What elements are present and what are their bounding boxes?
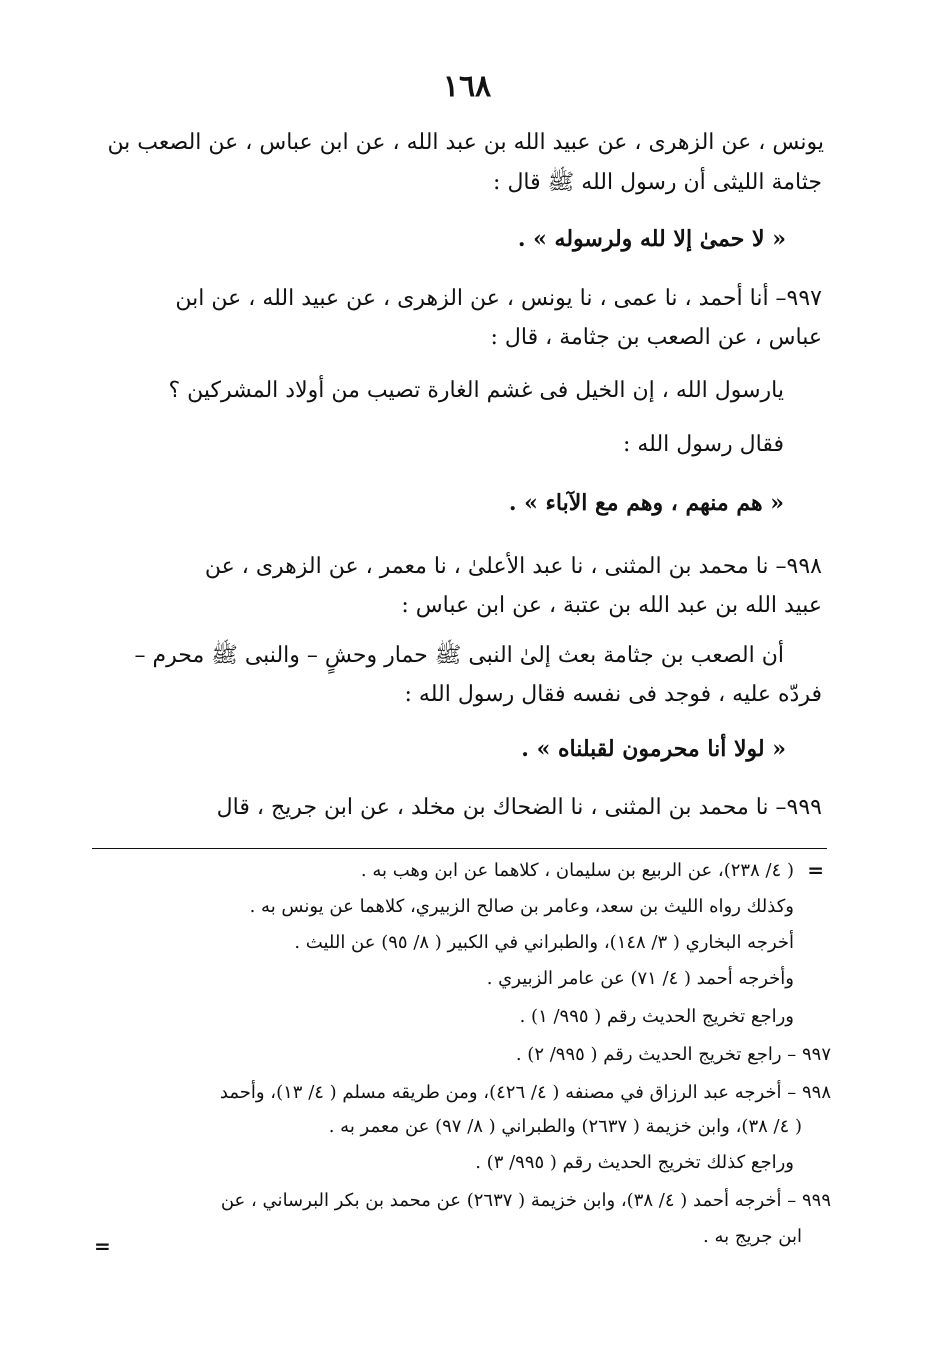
text-line: عباس ، عن الصعب بن جثامة ، قال : [490, 325, 822, 350]
footnote-line: وراجع كذلك تخريج الحديث رقم ( ٩٩٥/ ٣) . [475, 1152, 794, 1173]
footnote-998: ٩٩٨ – أخرجه عبد الرزاق في مصنفه ( ٤/ ٤٢٦)، ومن طريقه مسلم ( ٤/ ١٣)، وأحمد [219, 1082, 831, 1103]
footnote-line: ابن جريج به . [703, 1226, 802, 1247]
footnote-line: ( ٤/ ٢٣٨)، عن الربيع بن سليمان ، كلاهما عن ابن وهب به . [360, 860, 794, 881]
continuation-mark-bottom: = [94, 1234, 111, 1258]
hadith-quote: « لا حمىٰ إلا لله ولرسوله » . [517, 226, 786, 252]
hadith-entry-997: ٩٩٧– أنا أحمد ، نا عمى ، نا يونس ، عن الزهرى ، عن عبيد الله ، عن ابن [175, 286, 822, 311]
hadith-quote: « لولا أنا محرمون لقبلناه » . [521, 736, 786, 762]
footnote-line: وكذلك رواه الليث بن سعد، وعامر بن صالح الزبيري، كلاهما عن يونس به . [249, 896, 794, 917]
footnote-line: وأخرجه أحمد ( ٤/ ٧١) عن عامر الزبيري . [486, 968, 794, 989]
footnote-line: أخرجه البخاري ( ٣/ ١٤٨)، والطبراني في الكبير ( ٨/ ٩٥) عن الليث . [294, 932, 794, 953]
text-line: يارسول الله ، إن الخيل فى غشم الغارة تصيب من أولاد المشركين ؟ [168, 378, 784, 403]
text-line: فردّه عليه ، فوجد فى نفسه فقال رسول الله : [404, 682, 822, 707]
hadith-quote: « هم منهم ، وهم مع الآباء » . [508, 490, 784, 516]
text-line: عبيد الله بن عبد الله بن عتبة ، عن ابن عباس : [401, 593, 822, 618]
footnote-line: ( ٤/ ٣٨)، وابن خزيمة ( ٢٦٣٧) والطبراني ( ٨/ ٩٧) عن معمر به . [328, 1116, 802, 1137]
text-line: جثامة الليثى أن رسول الله ﷺ قال : [493, 170, 822, 195]
footnote-separator [92, 848, 827, 849]
hadith-entry-998: ٩٩٨– نا محمد بن المثنى ، نا عبد الأعلىٰ ، نا معمر ، عن الزهرى ، عن [204, 554, 822, 579]
footnote-line: وراجع تخريج الحديث رقم ( ٩٩٥/ ١) . [519, 1006, 794, 1027]
hadith-entry-999: ٩٩٩– نا محمد بن المثنى ، نا الضحاك بن مخلد ، عن ابن جريج ، قال [216, 795, 822, 820]
text-line: يونس ، عن الزهرى ، عن عبيد الله بن عبد الله ، عن ابن عباس ، عن الصعب بن [107, 130, 824, 155]
text-line: فقال رسول الله : [622, 432, 784, 457]
continuation-mark-top: = [807, 858, 824, 882]
footnote-997: ٩٩٧ – راجع تخريج الحديث رقم ( ٩٩٥/ ٢) . [515, 1044, 831, 1065]
footnote-999: ٩٩٩ – أخرجه أحمد ( ٤/ ٣٨)، وابن خزيمة ( ٢٦٣٧) عن محمد بن بكر البرساني ، عن [220, 1190, 831, 1211]
text-line: أن الصعب بن جثامة بعث إلىٰ النبى ﷺ حمار وحشٍ – والنبى ﷺ محرم – [134, 643, 784, 668]
page-number: ١٦٨ [442, 69, 492, 104]
